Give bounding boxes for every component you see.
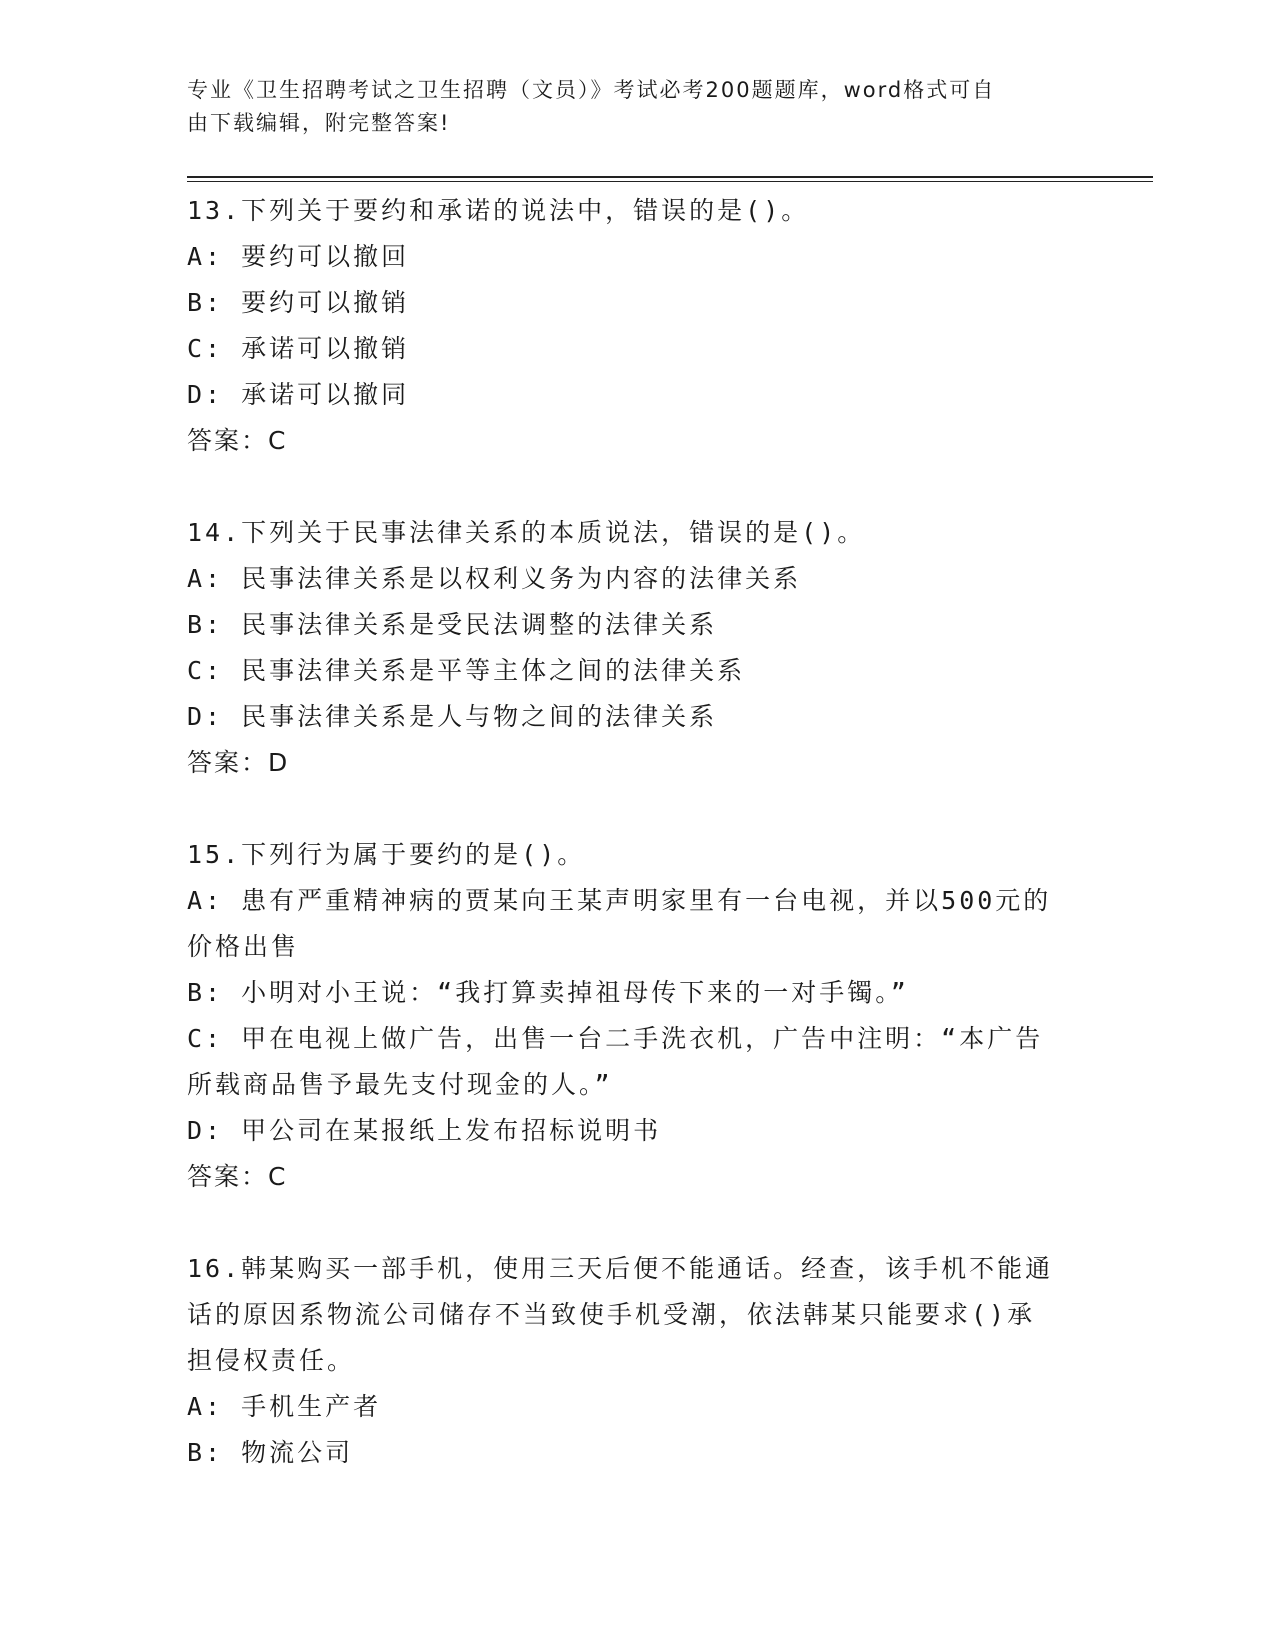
question-stem: 16.韩某购买一部手机，使用三天后便不能通话。经查，该手机不能通 [187, 1254, 1054, 1283]
question-13 [187, 188, 1087, 464]
header-divider-thick [187, 176, 1153, 178]
question-stem: 13.下列关于要约和承诺的说法中，错误的是()。 [187, 196, 810, 225]
option-a: A: 民事法律关系是以权利义务为内容的法律关系 [187, 564, 802, 593]
option-d: D: 承诺可以撤同 [187, 380, 410, 409]
option-a: A: 患有严重精神病的贾某向王某声明家里有一台电视，并以500元的 [187, 886, 1052, 915]
option-c-continued: 所载商品售予最先支付现金的人。” [187, 1070, 613, 1099]
option-b: B: 小明对小王说：“我打算卖掉祖母传下来的一对手镯。” [187, 978, 909, 1007]
option-a-continued: 价格出售 [187, 932, 300, 961]
answer: 答案：C [187, 1162, 288, 1191]
question-stem-continued: 担侵权责任。 [187, 1346, 356, 1375]
option-b: B: 要约可以撤销 [187, 288, 410, 317]
question-list [187, 188, 1087, 1476]
question-stem: 15.下列行为属于要约的是()。 [187, 840, 586, 869]
option-c: C: 甲在电视上做广告，出售一台二手洗衣机，广告中注明：“本广告 [187, 1024, 1044, 1053]
option-d: D: 甲公司在某报纸上发布招标说明书 [187, 1116, 662, 1145]
header-divider-thin [187, 181, 1153, 182]
question-stem-continued: 话的原因系物流公司储存不当致使手机受潮，依法韩某只能要求()承 [187, 1300, 1036, 1329]
header-line-1: 专业《卫生招聘考试之卫生招聘（文员）》考试必考200题题库，word格式可自 [187, 78, 996, 102]
option-a: A: 手机生产者 [187, 1392, 382, 1421]
question-14 [187, 510, 1087, 786]
answer: 答案：D [187, 748, 290, 777]
header-line-2: 由下载编辑，附完整答案! [187, 111, 451, 135]
question-16 [187, 1246, 1087, 1476]
option-c: C: 民事法律关系是平等主体之间的法律关系 [187, 656, 746, 685]
document-header [187, 74, 1067, 140]
option-d: D: 民事法律关系是人与物之间的法律关系 [187, 702, 718, 731]
option-c: C: 承诺可以撤销 [187, 334, 410, 363]
answer: 答案：C [187, 426, 288, 455]
question-stem: 14.下列关于民事法律关系的本质说法，错误的是()。 [187, 518, 866, 547]
question-15 [187, 832, 1087, 1200]
option-a: A: 要约可以撤回 [187, 242, 410, 271]
option-b: B: 民事法律关系是受民法调整的法律关系 [187, 610, 718, 639]
option-b: B: 物流公司 [187, 1438, 354, 1467]
